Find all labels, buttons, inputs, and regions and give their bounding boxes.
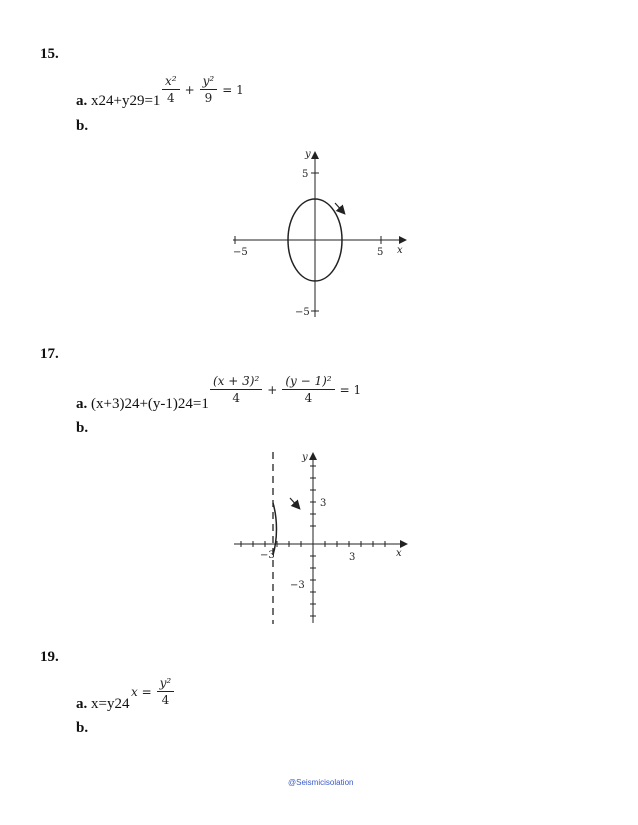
part-b-19	[76, 720, 88, 737]
frac-denominator: 4	[232, 391, 240, 405]
part-text: x=y24	[91, 696, 130, 712]
part-label: a.	[76, 93, 88, 109]
part-b-15	[76, 118, 88, 135]
problem-number-19: 19.	[40, 649, 59, 665]
part-a-17	[76, 396, 209, 413]
part-a-15	[76, 93, 160, 110]
watermark-text: @Seismicisolation	[288, 778, 354, 787]
x-tick-left: −5	[233, 247, 248, 258]
y-tick-top: 5	[302, 169, 309, 180]
y-tick-bottom: −3	[290, 580, 305, 591]
part-label: a.	[76, 696, 88, 712]
math-operator: +	[267, 382, 278, 397]
frac-denominator: 9	[204, 91, 213, 105]
frac-denominator: 4	[166, 91, 175, 105]
part-label: b.	[76, 420, 89, 436]
math-display-17a	[208, 374, 364, 405]
math-display-15a	[160, 74, 247, 105]
frac-numerator: (y − 1)²	[282, 374, 334, 390]
math-display-19a	[128, 676, 176, 707]
problem-number-17: 17.	[40, 346, 59, 362]
x-tick-left: −3	[260, 550, 275, 561]
part-label: b.	[76, 720, 89, 736]
frac-numerator: x²	[162, 74, 180, 90]
y-tick-bottom: −5	[295, 307, 310, 318]
y-tick-top: 3	[320, 498, 327, 509]
direction-arrow-icon	[290, 498, 299, 508]
part-b-17	[76, 420, 88, 437]
frac-denominator: 4	[304, 391, 313, 405]
problem-number-15: 15.	[40, 46, 59, 62]
math-rhs: = 1	[222, 82, 244, 97]
x-tick-right: 3	[349, 552, 356, 563]
part-label: b.	[76, 118, 89, 134]
x-axis-label: x	[396, 548, 402, 559]
part-text: x24+y29=1	[91, 93, 161, 109]
x-tick-right: 5	[377, 247, 384, 258]
part-text: (x+3)24+(y-1)24=1	[91, 396, 209, 412]
y-axis-label: y	[302, 452, 308, 463]
graph-17-half-ellipse	[228, 448, 410, 628]
math-rhs: = 1	[339, 382, 362, 397]
graph-15-ellipse	[225, 145, 410, 325]
frac-denominator: 4	[161, 693, 170, 707]
math-lhs: x =	[131, 684, 152, 699]
y-axis-label: y	[305, 149, 311, 160]
math-operator: +	[184, 82, 195, 97]
part-label: a.	[76, 396, 88, 412]
part-a-19	[76, 696, 129, 713]
x-axis-label: x	[397, 245, 403, 256]
frac-numerator: (x + 3)²	[210, 374, 262, 390]
direction-arrow-icon	[335, 203, 344, 213]
frac-numerator: y²	[200, 74, 218, 90]
frac-numerator: y²	[157, 676, 175, 692]
